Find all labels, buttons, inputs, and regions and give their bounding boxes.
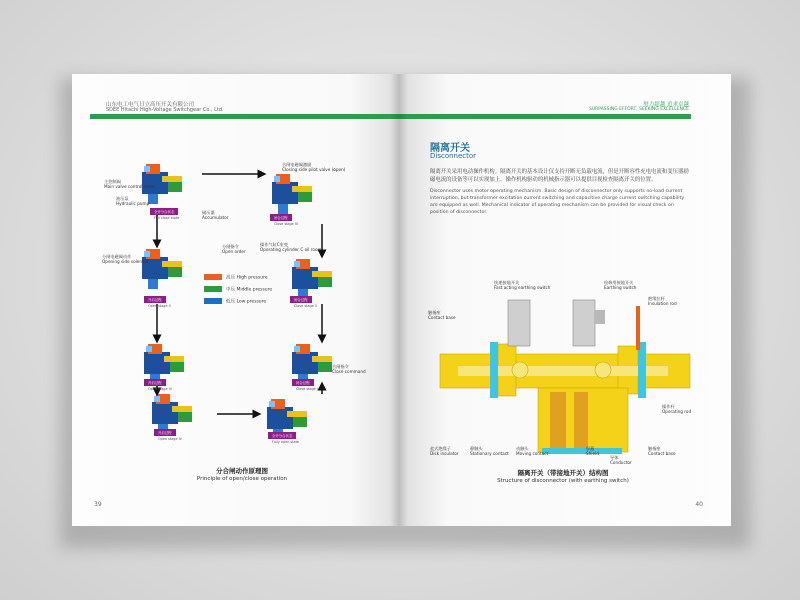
section-title-cn: 隔离开关	[430, 143, 470, 154]
slogan-cn: 努力超越 追求卓越	[643, 102, 689, 108]
earthing-switch-body	[573, 300, 595, 346]
label-disk-insulator: 盆式绝缘子 Disk insulator	[430, 446, 459, 456]
stage-tag-fully-open: 全开分合状态	[268, 432, 296, 439]
intro-paragraph-en: Disconnector uses motor operating mechanism. Basic design of disconnector only supports no-load current interruption, but transformer excitation current switching and capacitive charge current switching capability are equipped as well. Mechanical indicator of operating mechanism can be provided for visual check on position of disconnector.	[430, 189, 685, 215]
label-earthing-switch: 检修用接地开关 Earthing switch	[604, 280, 637, 290]
stage-label-open-ii: Open stage II	[148, 304, 171, 308]
stage-label-open-iii: Open stage III	[148, 387, 172, 391]
intro-paragraph-cn: 隔离开关采用电动操作机构。隔离开关的基本设计仅支持开断无负载电流，但是开断容性充电电流和变压器励磁电流的设备等可以实现加上。操作机构驱动的机械指示器可以提供目视检查隔离开关的位置。	[430, 169, 689, 183]
insulation-rod	[636, 306, 640, 350]
left-caption-en: Principle of open/close operation	[196, 476, 288, 482]
disk-insulator-right	[638, 342, 646, 398]
label-shield: 屏蔽 Shield	[586, 446, 599, 456]
stage-tag-full-close: 全开分合状态	[150, 208, 178, 215]
label-accumulator: 储压器 Accumulator	[202, 210, 229, 220]
page-number-right: 40	[695, 501, 703, 508]
label-contact-base-right: 触指座 Contact base	[648, 446, 676, 456]
stage-label-close-i: Close stage I	[296, 387, 318, 391]
label-operating-rod: 操作杆 Operating rod	[662, 404, 692, 414]
right-caption-en: Structure of disconnector (with earthing switch)	[497, 478, 629, 484]
mechanism-close-i	[292, 344, 332, 384]
fast-earthing-switch-body	[508, 300, 530, 346]
stage-tag-close-i: 闭合过程	[292, 379, 314, 386]
label-operating-cylinder: 操作气缸C室变 Operating cylinder C oil room	[260, 242, 322, 252]
label-opening-pilot: 分闸电磁阀动作 Opening side solenoid	[102, 254, 149, 264]
label-closing-pilot: 合闸电磁阀激励 Closing side pilot valve (open)	[282, 162, 346, 172]
stage-label-close-iii: Close stage III	[274, 222, 298, 226]
right-caption-cn: 隔离开关（带接地开关）结构图	[517, 469, 609, 477]
company-name-en: SDEE Hitachi High-Voltage Switchgear Co., Ltd.	[106, 107, 224, 113]
earthing-switch-mech	[595, 310, 605, 324]
book-gutter	[390, 74, 408, 526]
slogan-en: SURPASSING EFFORT, SEEKING EXCELLENCE	[589, 107, 689, 112]
shield-body	[550, 392, 566, 448]
right-page	[398, 74, 731, 526]
label-contact-base-left: 触指座 Contact base	[428, 310, 456, 320]
mechanism-close-ii	[292, 259, 332, 299]
mechanism-close-iii	[272, 174, 312, 214]
conductor-bar	[458, 366, 668, 376]
label-close-command: 合闸指令 Close command	[332, 364, 366, 374]
label-insulation-rod: 绝缘拉杆 Insulation rod	[648, 296, 677, 306]
moving-contact-ring	[595, 362, 611, 378]
legend-low-pressure: 低压 Low pressure	[204, 298, 266, 305]
stage-label-close-ii: Close stage II	[294, 304, 317, 308]
stage-tag-open-iii: 开启过程	[144, 379, 166, 386]
page-number-left: 39	[94, 501, 102, 508]
stage-label-fully-open: Fully open state	[272, 440, 300, 444]
label-conductor: 导体 Conductor	[610, 455, 632, 465]
legend-middle-pressure: 中压 Middle pressure	[204, 286, 272, 293]
stage-tag-close-iii: 闭合过程	[270, 214, 292, 221]
disk-insulator-bottom	[542, 448, 622, 454]
disk-insulator-left	[490, 342, 498, 398]
company-name-cn: 山东电工电气日立高压开关有限公司	[106, 102, 195, 108]
label-hydraulic-pump: 液压泵 Hydraulic pump	[116, 196, 150, 206]
mechanism-open-iii	[144, 344, 184, 384]
stage-label-full-close: Full close state	[154, 216, 180, 220]
disconnector-structure-diagram	[398, 74, 731, 526]
label-fast-earthing-switch: 快速接地开关 Fast acting earthing switch	[494, 280, 551, 290]
section-title-en: Disconnector	[430, 152, 477, 160]
legend-swatch-low	[204, 298, 222, 304]
moving-contact-body	[574, 392, 588, 448]
label-moving-contact: 动触头 Moving contact	[516, 446, 549, 456]
legend-swatch-high	[204, 274, 222, 280]
legend-swatch-middle	[204, 286, 222, 292]
label-main-valve: 主控制阀 Main valve control room	[104, 179, 155, 189]
stage-label-open-iv: Open stage IV	[158, 437, 182, 441]
stage-tag-open-iv: 开启过程	[154, 429, 176, 436]
legend-high-pressure: 高压 High pressure	[204, 274, 268, 281]
left-page	[72, 74, 398, 526]
left-caption-cn: 分合闸动作原理图	[216, 467, 268, 475]
stage-tag-close-ii: 闭合过程	[290, 296, 312, 303]
label-stationary-contact: 静触头 Stationary contact	[470, 446, 509, 456]
mechanism-open-iv	[152, 394, 192, 434]
stationary-contact-ring	[512, 362, 528, 378]
stage-tag-open-ii: 开启过程	[144, 296, 166, 303]
label-open-order: 分闸指令 Open order	[222, 244, 246, 254]
